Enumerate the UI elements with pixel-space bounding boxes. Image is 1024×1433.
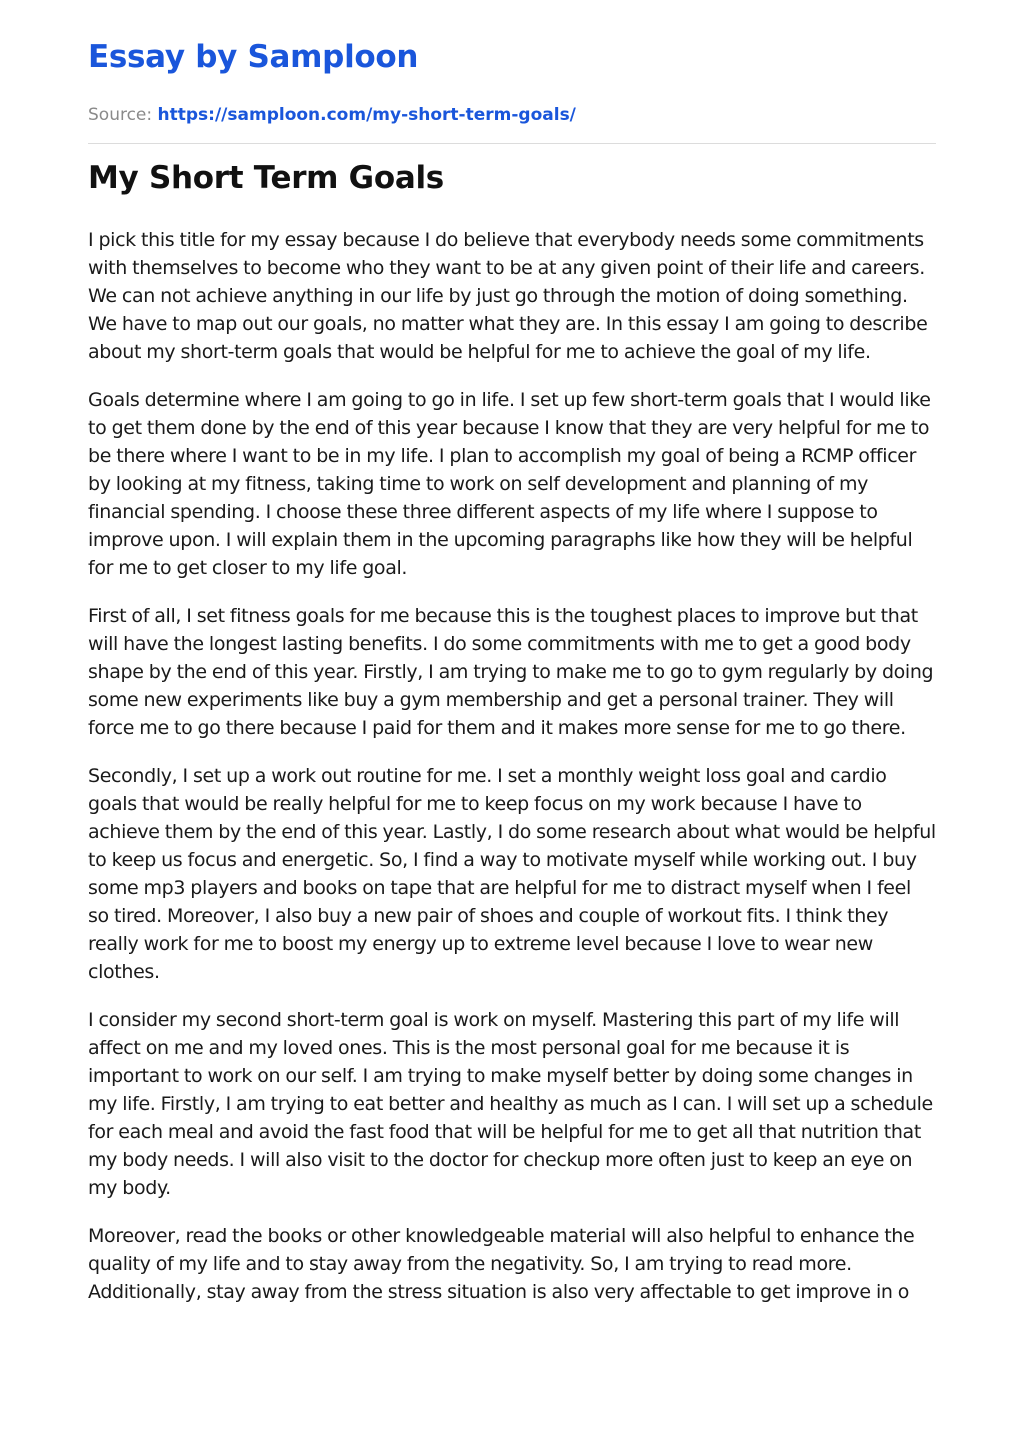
site-brand: Essay by Samploon	[88, 39, 419, 75]
source-link[interactable]: https://samploon.com/my-short-term-goals/	[157, 105, 576, 125]
source-line	[88, 104, 936, 126]
essay-paragraph: Moreover, read the books or other knowledgeable material will also helpful to enhance the quality of my life and to stay away from the negativity. So, I am trying to read more. Additionally, stay away from the stress situation is also very affectable to get improve in o	[88, 1225, 915, 1303]
essay-paragraph: I pick this title for my essay because I do believe that everybody needs some commitments with themselves to become who they want to be at any given point of their life and careers. We can not achieve anything in our life by just go through the motion of doing something. We have to map out our goals, no matter what they are. In this essay I am going to describe about my short-term goals that would be helpful for me to achieve the goal of my life.	[88, 229, 928, 363]
essay-paragraph: First of all, I set fitness goals for me because this is the toughest places to improve but that will have the longest lasting benefits. I do some commitments with me to get a good body shape by the end of this year. Firstly, I am trying to make me to go to gym regularly by doing some new experiments like buy a gym membership and get a personal trainer. They will force me to go there because I paid for them and it makes more sense for me to go there.	[88, 605, 934, 739]
header-divider	[88, 143, 936, 144]
essay-paragraph: Secondly, I set up a work out routine for me. I set a monthly weight loss goal and cardio goals that would be really helpful for me to keep focus on my work because I have to achieve them by the end of this year. Lastly, I do some research about what would be helpful to keep us focus and energetic. So, I find a way to motivate myself while working out. I buy some mp3 players and books on tape that are helpful for me to distract myself when I feel so tired. Moreover, I also buy a new pair of shoes and couple of workout fits. I think they really work for me to boost my energy up to extreme level because I love to wear new clothes.	[88, 765, 936, 983]
essay-paragraph: I consider my second short-term goal is work on myself. Mastering this part of my life will affect on me and my loved ones. This is the most personal goal for me because it is important to work on our self. I am trying to make myself better by doing some changes in my life. Firstly, I am trying to eat better and healthy as much as I can. I will set up a schedule for each meal and avoid the fast food that will be helpful for me to get all that nutrition that my body needs. I will also visit to the doctor for checkup more often just to keep an eye on my body.	[88, 1009, 933, 1199]
essay-paragraph: Goals determine where I am going to go in life. I set up few short-term goals that I would like to get them done by the end of this year because I know that they are very helpful for me to be there where I want to be in my life. I plan to accomplish my goal of being a RCMP officer by looking at my fitness, taking time to work on self development and planning of my financial spending. I choose these three different aspects of my life where I suppose to improve upon. I will explain them in the upcoming paragraphs like how they will be helpful for me to get closer to my life goal.	[88, 389, 931, 579]
essay-title: My Short Term Goals	[88, 160, 444, 196]
source-label: Source:	[88, 105, 153, 125]
essay-body	[88, 226, 936, 1306]
essay-page	[88, 0, 936, 1326]
